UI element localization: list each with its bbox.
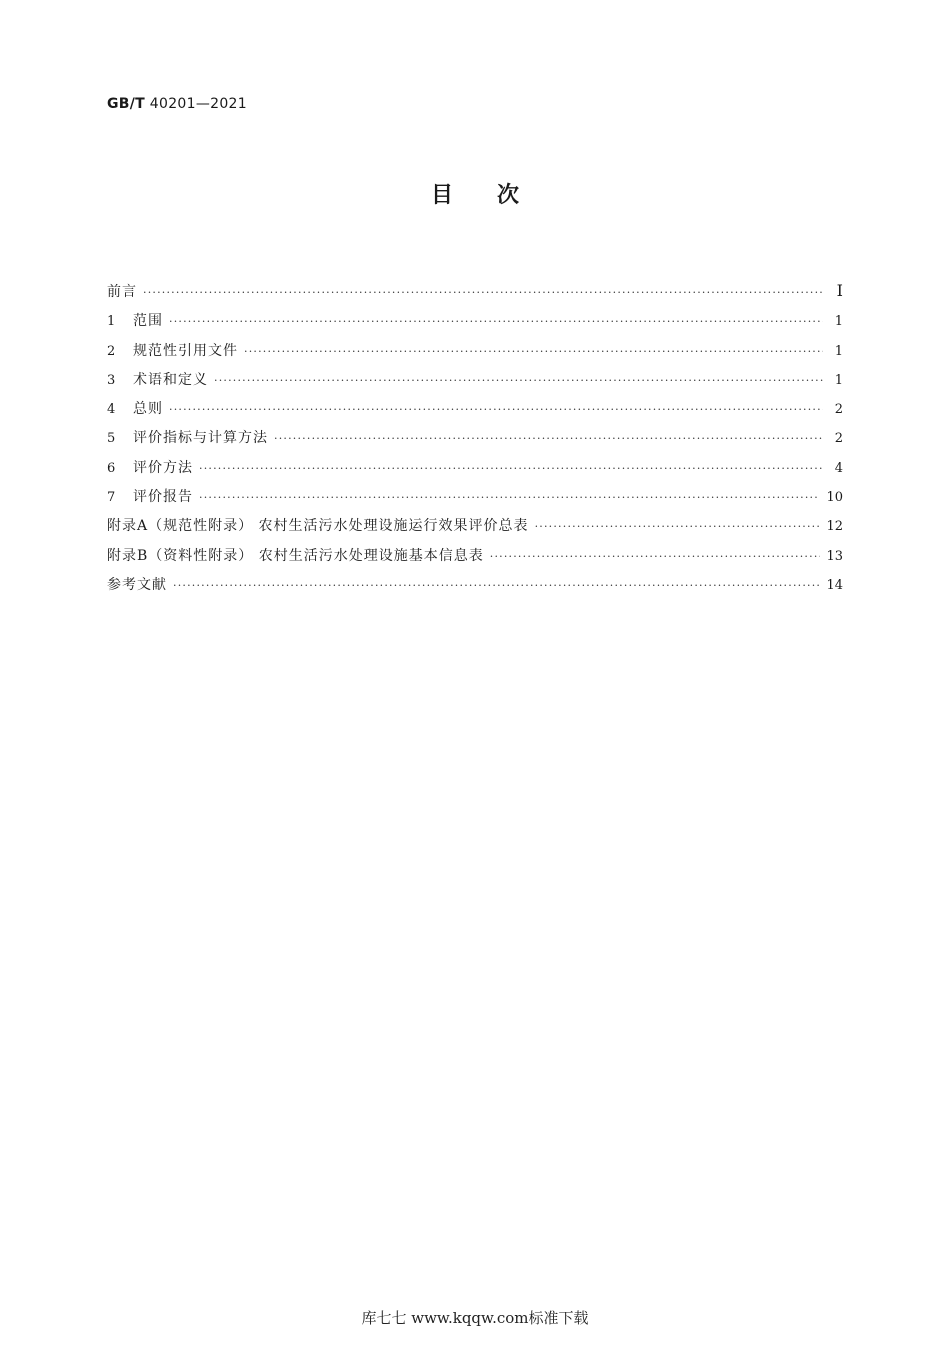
toc-number: 1 (107, 314, 116, 330)
page-title: 目次 (430, 183, 563, 208)
toc-leader-dots (214, 374, 823, 387)
toc-entry-foreword[interactable] (107, 281, 843, 310)
toc-page: 1 (834, 314, 843, 330)
toc-leader-dots (535, 520, 821, 533)
toc-page: 4 (834, 460, 843, 476)
toc-label: 规范性引用文件 (133, 342, 238, 359)
toc-number: 3 (107, 372, 116, 388)
toc-leader-dots (274, 432, 823, 445)
toc-label: 评价方法 (133, 459, 193, 476)
standard-number: 40201—2021 (149, 96, 247, 112)
toc-entry-general[interactable] (107, 398, 843, 427)
toc-entry-bibliography[interactable] (107, 574, 843, 603)
toc-page: 1 (834, 343, 843, 359)
table-of-contents (107, 281, 843, 603)
footer-watermark-text: 库七七 www.kqqw.com标准下载 (361, 1309, 589, 1327)
toc-page: 14 (826, 577, 843, 593)
toc-entry-scope[interactable] (107, 310, 843, 339)
toc-label: 术语和定义 (133, 371, 208, 388)
standard-prefix: GB/T (107, 96, 146, 112)
toc-page: 2 (834, 431, 843, 447)
toc-entry-annex-b[interactable] (107, 545, 843, 574)
toc-number: 6 (107, 460, 116, 476)
toc-number: 5 (107, 431, 116, 447)
toc-entry-annex-a[interactable] (107, 515, 843, 544)
toc-number: 7 (107, 490, 116, 506)
toc-page: 13 (826, 548, 843, 564)
toc-leader-dots (169, 403, 823, 416)
toc-leader-dots (143, 286, 823, 299)
toc-entry-terms-definitions[interactable] (107, 369, 843, 398)
toc-entry-normative-references[interactable] (107, 340, 843, 369)
toc-leader-dots (199, 491, 820, 504)
toc-entry-indicators[interactable] (107, 427, 843, 456)
toc-leader-dots (244, 345, 823, 358)
toc-page: Ⅰ (836, 281, 843, 300)
toc-entry-methods[interactable] (107, 457, 843, 486)
toc-leader-dots (169, 315, 823, 328)
toc-page: 10 (826, 490, 843, 506)
toc-page: 12 (826, 519, 843, 535)
toc-label: 评价指标与计算方法 (133, 430, 268, 447)
toc-leader-dots (490, 550, 821, 563)
toc-entry-report[interactable] (107, 486, 843, 515)
toc-label: 总则 (133, 401, 163, 418)
toc-label: 范围 (133, 313, 163, 330)
toc-leader-dots (199, 462, 823, 475)
standard-code (107, 96, 247, 112)
toc-page: 2 (834, 402, 843, 418)
toc-number: 4 (107, 402, 116, 418)
toc-label: 附录A（规范性附录） 农村生活污水处理设施运行效果评价总表 (107, 518, 529, 535)
toc-label: 评价报告 (133, 489, 193, 506)
toc-page: 1 (834, 372, 843, 388)
toc-label: 前言 (107, 284, 137, 300)
toc-leader-dots (173, 579, 820, 592)
toc-number: 2 (107, 343, 116, 359)
toc-label: 附录B（资料性附录） 农村生活污水处理设施基本信息表 (107, 547, 484, 564)
toc-label: 参考文献 (107, 576, 167, 593)
